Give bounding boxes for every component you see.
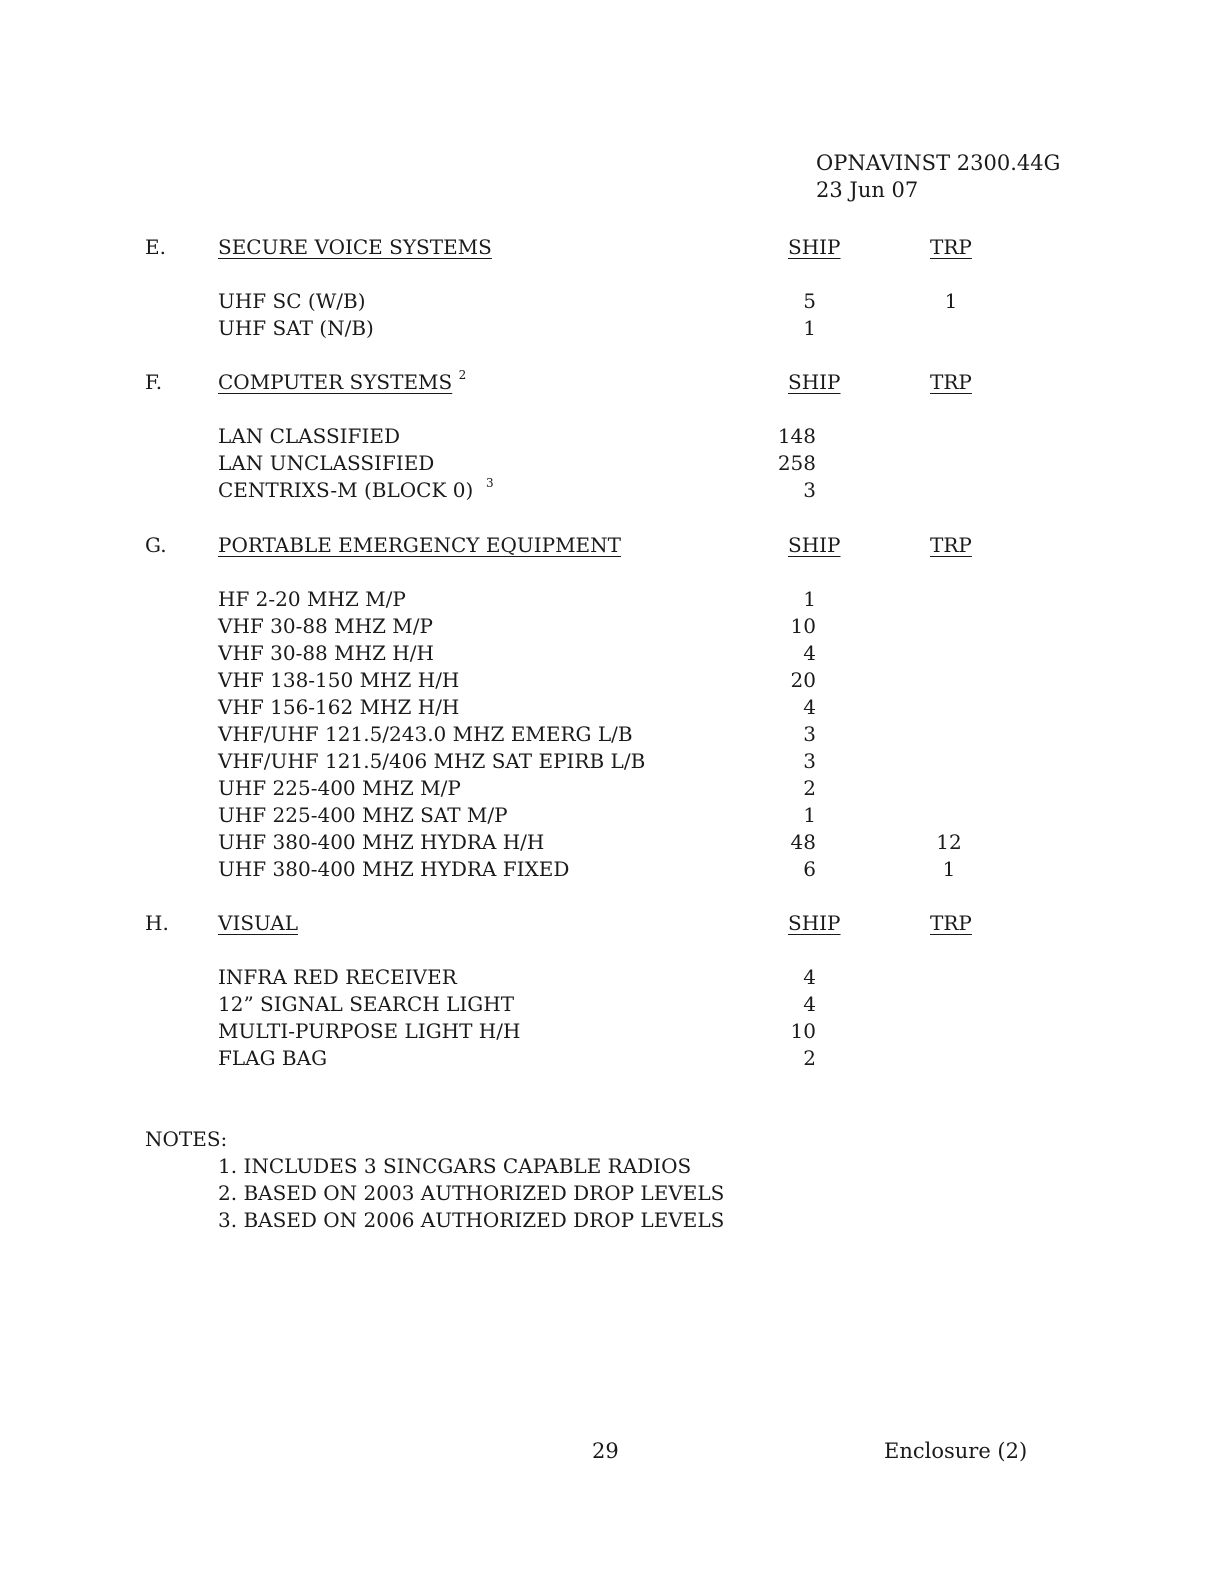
ship-count: 258 [777,451,816,475]
ship-column-header: SHIP [788,911,841,935]
ship-count: 1 [803,803,816,827]
ship-count: 3 [803,749,816,773]
item-name: UHF 225-400 MHZ SAT M/P [218,803,508,827]
footnote-ref: 2 [458,368,467,383]
section-letter: H. [145,911,169,935]
item-name: LAN UNCLASSIFIED [218,451,435,475]
item-name: FLAG BAG [218,1046,328,1070]
item-name: UHF 225-400 MHZ M/P [218,776,461,800]
section-letter: E. [145,235,166,259]
item-name: VHF/UHF 121.5/406 MHZ SAT EPIRB L/B [218,749,646,773]
item-name: UHF 380-400 MHZ HYDRA H/H [218,830,545,854]
ship-count: 1 [803,587,816,611]
ship-count: 148 [777,424,816,448]
item-name-wrap [218,477,494,504]
trp-column-header: TRP [930,370,972,394]
item-name: 12” SIGNAL SEARCH LIGHT [218,992,515,1016]
ship-count: 2 [803,1046,816,1070]
item-name: VHF 138-150 MHZ H/H [218,668,460,692]
item-name: VHF/UHF 121.5/243.0 MHZ EMERG L/B [218,722,633,746]
trp-count: 1 [942,857,956,881]
trp-column-header: TRP [930,235,972,259]
ship-count: 4 [803,992,816,1016]
enclosure-label: Enclosure (2) [884,1439,1028,1463]
section-title: SECURE VOICE SYSTEMS [218,235,492,259]
trp-column-header: TRP [930,533,972,557]
ship-count: 4 [803,641,816,665]
ship-count: 48 [790,830,816,854]
document-number: OPNAVINST 2300.44G [816,151,1061,175]
item-name: VHF 30-88 MHZ M/P [218,614,433,638]
ship-count: 10 [790,1019,816,1043]
section-title: PORTABLE EMERGENCY EQUIPMENT [218,533,621,557]
item-name: INFRA RED RECEIVER [218,965,457,989]
ship-count: 20 [790,668,816,692]
item-name: UHF SAT (N/B) [218,316,374,340]
section-letter: G. [145,533,167,557]
item-name: HF 2-20 MHZ M/P [218,587,406,611]
item-name: LAN CLASSIFIED [218,424,400,448]
section-title-wrap [218,369,466,396]
trp-column-header: TRP [930,911,972,935]
item-name: VHF 30-88 MHZ H/H [218,641,434,665]
item-name: UHF 380-400 MHZ HYDRA FIXED [218,857,570,881]
ship-column-header: SHIP [788,370,841,394]
ship-count: 3 [803,478,816,502]
section-letter: F. [145,370,163,394]
section-title: VISUAL [218,911,299,935]
ship-count: 3 [803,722,816,746]
note-item: 1. INCLUDES 3 SINCGARS CAPABLE RADIOS [218,1154,692,1178]
item-name: CENTRIXS-M (BLOCK 0) [218,478,474,502]
section-title: COMPUTER SYSTEMS [218,370,453,394]
ship-column-header: SHIP [788,235,841,259]
ship-column-header: SHIP [788,533,841,557]
ship-count: 6 [803,857,816,881]
footnote-ref: 3 [486,476,494,491]
ship-count: 2 [803,776,816,800]
ship-count: 4 [803,965,816,989]
item-name: UHF SC (W/B) [218,289,366,313]
ship-count: 1 [803,316,816,340]
document-date: 23 Jun 07 [816,178,919,202]
note-item: 3. BASED ON 2006 AUTHORIZED DROP LEVELS [218,1208,725,1232]
ship-count: 5 [803,289,816,313]
page-number: 29 [592,1439,619,1463]
trp-count: 12 [936,830,962,854]
item-name: MULTI-PURPOSE LIGHT H/H [218,1019,521,1043]
ship-count: 10 [790,614,816,638]
trp-count: 1 [944,289,958,313]
ship-count: 4 [803,695,816,719]
notes-label: NOTES: [145,1127,228,1151]
note-item: 2. BASED ON 2003 AUTHORIZED DROP LEVELS [218,1181,725,1205]
item-name: VHF 156-162 MHZ H/H [218,695,460,719]
